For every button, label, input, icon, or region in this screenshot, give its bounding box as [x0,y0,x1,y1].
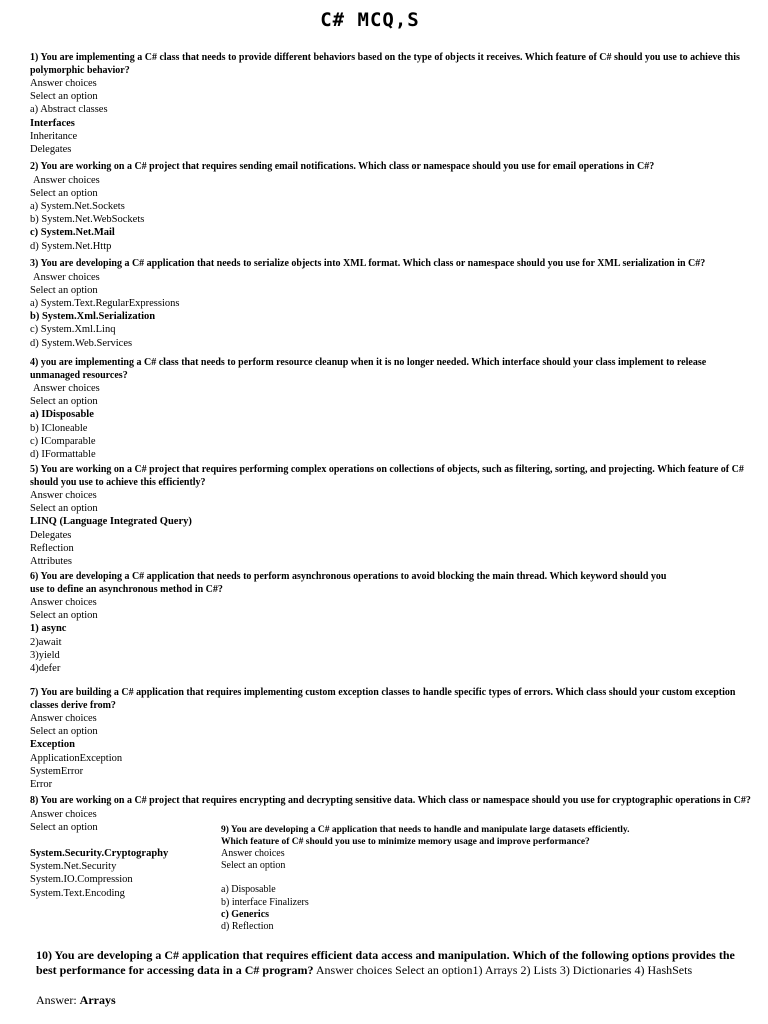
question-4 [30,357,745,461]
question-text-line-1: 9) You are developing a C# application that needs to handle and manipulate large datasets efficiently. [221,825,630,835]
answer-value: Arrays [79,993,116,1007]
question-text: 3) You are developing a C# application that needs to serialize objects into XML format. Which class or namespace should you use for XML serialization in C#? [30,258,706,269]
option-correct: a) IDisposable [30,409,94,421]
question-text: 8) You are working on a C# project that requires encrypting and decrypting sensitive data. Which class or namespace should you use for cryptographic operations in C#? [30,795,751,806]
answer-choices-label: Answer choices [30,713,97,724]
option: d) IFormattable [30,449,96,461]
option-correct: c) System.Net.Mail [30,227,115,239]
select-option-label: Select an option [30,821,98,833]
option: 3)yield [30,649,60,661]
answer-prefix: Answer: [36,993,80,1007]
question-7 [30,687,752,791]
question-text-line-2: Which feature of C# should you use to minimize memory usage and improve performance? [221,837,590,847]
question-options-inline: Answer choices Select an option1) Arrays 2) Lists 3) Dictionaries 4) HashSets [313,963,693,977]
question-text-line-1: 6) You are developing a C# application that needs to perform asynchronous operations to avoid blocking the main thread. Which keyword should you [30,571,667,582]
option: d) Reflection [221,921,274,933]
select-option-label: Select an option [30,503,98,515]
option-correct: Interfaces [30,117,75,129]
option-correct: System.Security.Cryptography [30,847,169,859]
answer-choices-label: Answer choices [33,383,100,394]
option: c) System.Xml.Linq [30,324,116,336]
option-correct: b) System.Xml.Serialization [30,311,156,323]
question-3 [30,258,760,350]
answer-choices-label: Answer choices [30,490,97,501]
select-option-label: Select an option [30,726,98,738]
option: 4)defer [30,663,61,675]
option: a) Disposable [221,884,276,896]
question-text: 4) you are implementing a C# class that needs to perform resource cleanup when it is no longer needed. Which interface should your class implement to release unmanaged resources? [30,357,707,381]
option-correct: LINQ (Language Integrated Query) [30,516,192,528]
option: b) interface Finalizers [221,896,309,908]
option: Delegates [30,529,72,541]
option: Inheritance [30,130,78,142]
select-option-label: Select an option [30,610,98,622]
option: Attributes [30,556,72,568]
option: System.IO.Compression [30,874,133,886]
option-correct: Exception [30,739,75,751]
select-option-label: Select an option [221,860,286,872]
select-option-label: Select an option [30,396,98,408]
select-option-label: Select an option [30,284,98,296]
option: b) ICloneable [30,422,88,434]
answer-choices-label: Answer choices [221,848,285,859]
answer-choices-label: Answer choices [30,597,97,608]
answer-choices-label: Answer choices [30,78,97,89]
option: SystemError [30,765,84,777]
option: d) System.Web.Services [30,337,133,349]
question-2 [30,161,760,253]
option: d) System.Net.Http [30,240,112,252]
option: b) System.Net.WebSockets [30,214,145,226]
option: Reflection [30,542,74,554]
question-10 [36,948,741,978]
option: 2)await [30,636,62,648]
answer-line [36,993,116,1008]
answer-choices-label: Answer choices [33,271,100,283]
question-text-line-2: use to define an asynchronous method in C#? [30,583,223,595]
page-title: C# MCQ,S [320,9,420,31]
question-5 [30,464,752,568]
question-text: 1) You are implementing a C# class that needs to provide different behaviors based on the type of objects it receives. Which feature of C# should you use to achieve this polymorphic behavior? [30,52,740,76]
option: Error [30,779,53,791]
option: a) System.Text.RegularExpressions [30,297,180,309]
option: Delegates [30,144,72,156]
question-text: 2) You are working on a C# project that requires sending email notifications. Which class or namespace should you use for email operations in C#? [30,161,655,172]
question-text: 10) You are developing a C# application that requires efficient data access and manipulation. Which of the following options provides the best performance for accessing data in a C# program? [36,948,735,977]
answer-choices-label: Answer choices [33,174,100,186]
option-correct: c) Generics [221,908,270,920]
option: a) System.Net.Sockets [30,200,125,212]
option: System.Net.Security [30,861,117,873]
option: ApplicationException [30,752,123,764]
option: System.Text.Encoding [30,887,125,899]
option-correct: 1) async [30,623,67,635]
question-1 [30,52,750,156]
question-text: 5) You are working on a C# project that requires performing complex operations on collections of objects, such as filtering, sorting, and projecting. Which feature of C# should you use to achieve this efficiently? [30,464,744,488]
option: c) IComparable [30,435,96,447]
question-9 [221,824,751,933]
select-option-label: Select an option [30,91,98,103]
question-6 [30,571,760,675]
option: a) Abstract classes [30,104,108,116]
question-text: 7) You are building a C# application that requires implementing custom exception classes to handle specific types of errors. Which class should your custom exception classes derive from? [30,687,736,711]
select-option-label: Select an option [30,187,98,199]
answer-choices-label: Answer choices [30,808,97,820]
